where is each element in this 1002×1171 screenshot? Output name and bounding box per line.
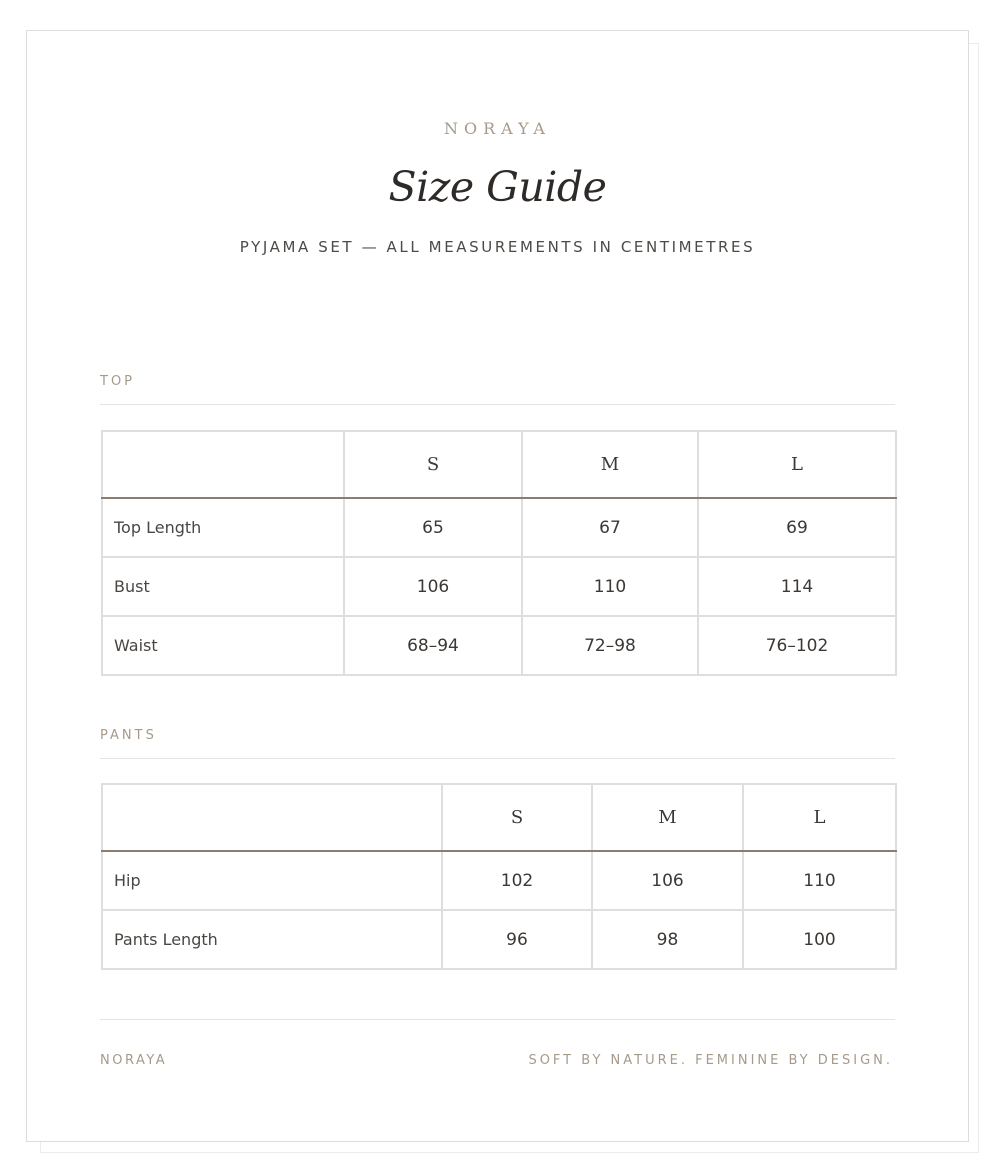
- table-cell: 96: [442, 910, 592, 969]
- row-label: Pants Length: [102, 910, 442, 969]
- table-cell: 106: [344, 557, 522, 616]
- header-empty-cell: [102, 784, 442, 851]
- table-cell: 102: [442, 851, 592, 910]
- row-label: Hip: [102, 851, 442, 910]
- table-row: [102, 557, 896, 616]
- table-cell: 110: [522, 557, 698, 616]
- footer-divider: [100, 1019, 895, 1020]
- page-title: Size Guide: [388, 163, 607, 211]
- table-cell: 114: [698, 557, 896, 616]
- table-row: [102, 910, 896, 969]
- page-subtitle: PYJAMA SET — ALL MEASUREMENTS IN CENTIMETRES: [239, 238, 756, 256]
- table-cell: 110: [743, 851, 896, 910]
- column-header-s: S: [344, 431, 522, 498]
- table-cell: 76–102: [698, 616, 896, 675]
- table-cell: 65: [344, 498, 522, 557]
- table-cell: 67: [522, 498, 698, 557]
- section-divider-top: [100, 404, 895, 405]
- table-row: [102, 616, 896, 675]
- column-header-l: L: [743, 784, 896, 851]
- column-header-s: S: [442, 784, 592, 851]
- section-label-pants: PANTS: [100, 728, 157, 743]
- table-header-row: [102, 784, 896, 851]
- column-header-m: M: [522, 431, 698, 498]
- table-cell: 68–94: [344, 616, 522, 675]
- table-header-row: [102, 431, 896, 498]
- footer-brand: NORAYA: [100, 1053, 168, 1068]
- brand-name: NORAYA: [444, 119, 551, 138]
- row-label: Bust: [102, 557, 344, 616]
- table-cell: 69: [698, 498, 896, 557]
- pants-size-table: [101, 783, 897, 970]
- header-empty-cell: [102, 431, 344, 498]
- size-guide-card: [26, 30, 969, 1142]
- table-cell: 106: [592, 851, 743, 910]
- column-header-m: M: [592, 784, 743, 851]
- row-label: Top Length: [102, 498, 344, 557]
- section-divider-pants: [100, 758, 895, 759]
- table-row: [102, 498, 896, 557]
- table-cell: 98: [592, 910, 743, 969]
- footer-tagline: SOFT BY NATURE. FEMININE BY DESIGN.: [528, 1053, 893, 1068]
- table-cell: 72–98: [522, 616, 698, 675]
- top-size-table: [101, 430, 897, 676]
- section-label-top: TOP: [100, 374, 136, 389]
- table-cell: 100: [743, 910, 896, 969]
- row-label: Waist: [102, 616, 344, 675]
- table-row: [102, 851, 896, 910]
- column-header-l: L: [698, 431, 896, 498]
